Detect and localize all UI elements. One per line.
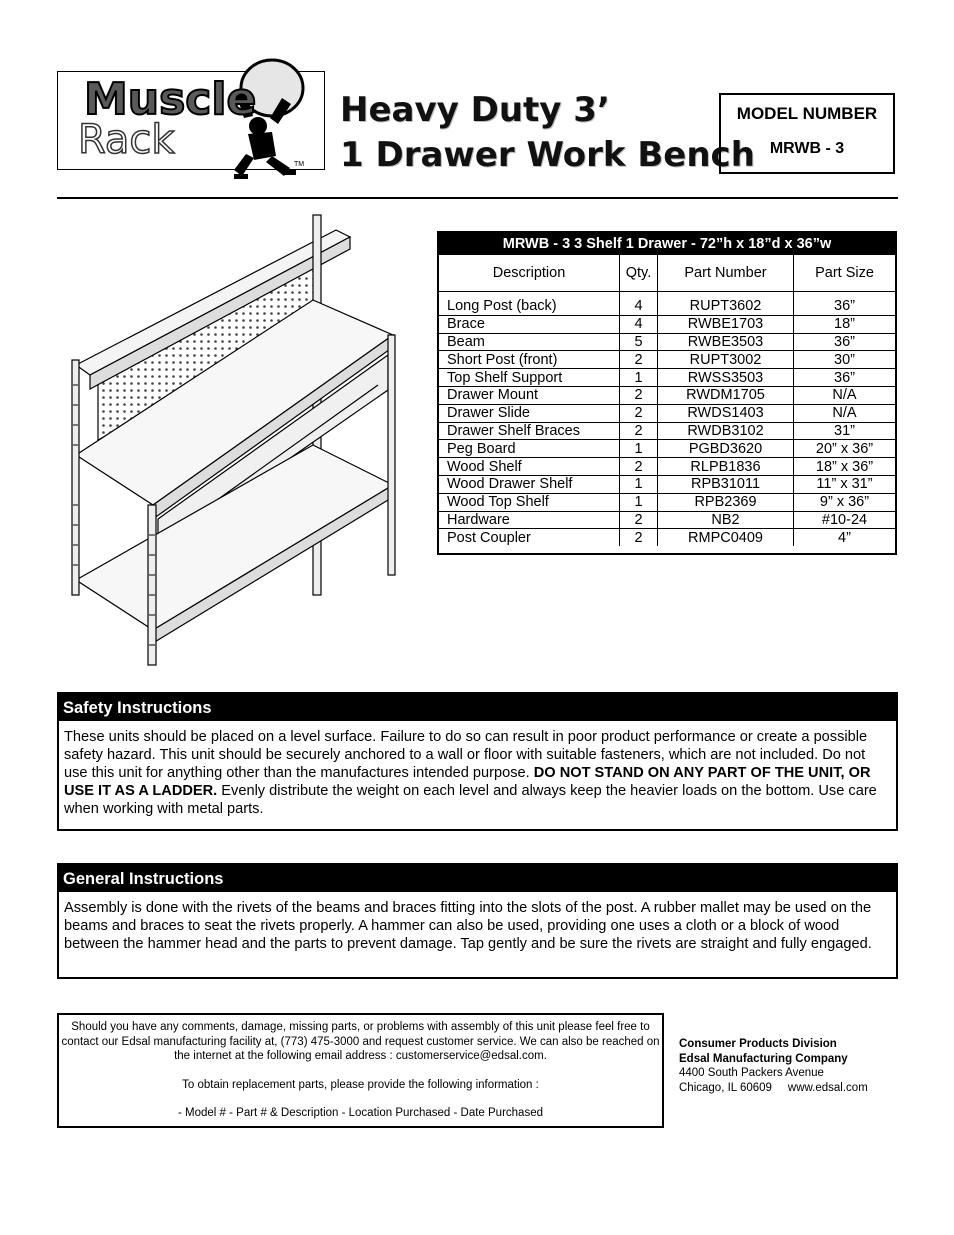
table-row: [439, 511, 895, 529]
part-description: Drawer Slide: [439, 404, 620, 422]
contact-paragraph: Should you have any comments, damage, missing parts, or problems with assembly of this unit please feel free to contact our Edsal manufacturing facility at, (773) 475-3000 and request customer service. We can also be reached on the internet at the following email address : customerservice@edsal.com.: [61, 1021, 660, 1062]
logo-tm-text: TM: [294, 161, 305, 168]
part-size: 20” x 36”: [794, 440, 896, 458]
part-size: 18” x 36”: [794, 458, 896, 476]
replacement-parts-paragraph: To obtain replacement parts, please provide the following information :: [182, 1078, 539, 1091]
workbench-illustration: [58, 205, 403, 670]
header-divider: [57, 197, 898, 199]
safety-text-2: Evenly distribute the weight on each level and always keep the heavier loads on the bottom. Use care when working with metal parts.: [64, 783, 877, 817]
part-number: RWSS3503: [658, 369, 794, 387]
part-qty: 5: [620, 333, 658, 351]
part-description: Brace: [439, 315, 620, 333]
model-number-box: [719, 93, 895, 174]
part-number: RWBE1703: [658, 315, 794, 333]
table-row: [439, 351, 895, 369]
address-company: Edsal Manufacturing Company: [679, 1052, 848, 1065]
table-row: [439, 404, 895, 422]
part-number: PGBD3620: [658, 440, 794, 458]
logo-graphic: [58, 58, 326, 183]
address-street: 4400 South Packers Avenue: [679, 1067, 824, 1079]
part-qty: 2: [620, 422, 658, 440]
part-description: Wood Top Shelf: [439, 493, 620, 511]
part-description: Beam: [439, 333, 620, 351]
part-number: NB2: [658, 511, 794, 529]
part-description: Wood Shelf: [439, 458, 620, 476]
address-division: Consumer Products Division: [679, 1038, 837, 1050]
safety-text: [59, 721, 896, 818]
part-size: 4”: [838, 529, 851, 546]
part-size: 31”: [794, 422, 896, 440]
part-description: Drawer Shelf Braces: [439, 422, 620, 440]
part-size: N/A: [794, 386, 896, 404]
part-description: Hardware: [439, 511, 620, 529]
part-description: Drawer Mount: [439, 386, 620, 404]
part-size: 18”: [794, 315, 896, 333]
logo-muscle-text: Muscle: [84, 74, 257, 125]
part-size: 36”: [794, 298, 896, 315]
part-qty: 2: [620, 529, 658, 546]
part-description: Post Coupler: [439, 529, 620, 546]
part-qty: 2: [620, 386, 658, 404]
page-title: [340, 88, 755, 178]
table-row: [439, 333, 895, 351]
safety-instructions: [57, 692, 898, 831]
part-qty: 1: [620, 440, 658, 458]
brand-logo: [57, 71, 325, 170]
parts-table-title: MRWB - 3 3 Shelf 1 Drawer - 72”h x 18”d x 36”w: [439, 233, 895, 255]
parts-table: [437, 231, 897, 555]
general-text: Assembly is done with the rivets of the beams and braces fitting into the slots of the post. A rubber mallet may be used on the beams and braces to seat the rivets properly. A hammer can also be used, providing one uses a cloth or a block of wood between the hammer head and the parts to prevent damage. Tap gently and be sure the rivets are straight and fully engaged.: [64, 900, 872, 952]
part-size: 36”: [794, 369, 896, 387]
part-qty: 1: [620, 475, 658, 493]
table-row: [439, 440, 895, 458]
part-number: RWDS1403: [658, 404, 794, 422]
part-size: 9” x 36”: [794, 493, 896, 511]
part-number: RUPT3002: [658, 351, 794, 369]
part-number: RWDB3102: [658, 422, 794, 440]
header-qty: Qty.: [620, 255, 658, 292]
header-part-size: Part Size: [794, 255, 896, 292]
general-heading: General Instructions: [59, 865, 896, 892]
part-number: RPB2369: [658, 493, 794, 511]
part-qty: 2: [620, 458, 658, 476]
table-row: [439, 458, 895, 476]
part-description: Peg Board: [439, 440, 620, 458]
safety-text-1: These units should be placed on a level surface. Failure to do so can result in poor product performance or create a possible safety hazard. This unit should be securely anchored to a wall or floor with suitable fasteners, which are not included. Do not use this unit for anything other than the manufactures intended purpose.: [64, 729, 868, 781]
logo-rack-text: Rack: [78, 117, 175, 163]
address-city-web: Chicago, IL 60609 www.edsal.com: [679, 1081, 868, 1094]
table-row: [439, 422, 895, 440]
part-description: Short Post (front): [439, 351, 620, 369]
part-size: 30”: [794, 351, 896, 369]
safety-heading: Safety Instructions: [59, 694, 896, 721]
safety-warning: DO NOT STAND ON ANY PART OF THE UNIT, OR USE IT AS A LADDER.: [64, 765, 871, 799]
table-row: [439, 386, 895, 404]
part-size: 11” x 31”: [794, 475, 896, 493]
required-info-list: - Model # - Part # & Description - Location Purchased - Date Purchased: [178, 1107, 543, 1119]
part-qty: 2: [620, 511, 658, 529]
table-row: [439, 315, 895, 333]
part-qty: 2: [620, 404, 658, 422]
table-row: [439, 529, 895, 546]
header-part-number: Part Number: [658, 255, 794, 292]
part-size: N/A: [794, 404, 896, 422]
part-number: RLPB1836: [658, 458, 794, 476]
part-description: Wood Drawer Shelf: [439, 475, 620, 493]
part-number: RPB31011: [658, 475, 794, 493]
part-qty: 2: [620, 351, 658, 369]
table-row: [439, 298, 895, 315]
part-qty: 4: [620, 298, 658, 315]
part-size: #10-24: [794, 511, 896, 529]
contact-box: [57, 1013, 664, 1128]
table-row: [439, 493, 895, 511]
part-size: 36”: [794, 333, 896, 351]
table-row: [439, 475, 895, 493]
part-number: RWDM1705: [658, 386, 794, 404]
model-value: MRWB - 3: [769, 140, 845, 157]
title-line-1: Heavy Duty 3’: [340, 90, 610, 130]
company-address: [679, 1037, 868, 1095]
table-row: [439, 369, 895, 387]
part-qty: 1: [620, 493, 658, 511]
model-label: MODEL NUMBER: [736, 104, 878, 123]
part-number: RMPC0409: [658, 529, 794, 546]
part-description: Long Post (back): [439, 298, 620, 315]
part-description: Top Shelf Support: [439, 369, 620, 387]
part-number: RUPT3602: [658, 298, 794, 315]
title-line-2: 1 Drawer Work Bench: [340, 135, 755, 175]
part-qty: 4: [620, 315, 658, 333]
part-qty: 1: [620, 369, 658, 387]
part-number: RWBE3503: [658, 333, 794, 351]
general-instructions: [57, 863, 898, 979]
header-description: Description: [439, 255, 620, 292]
